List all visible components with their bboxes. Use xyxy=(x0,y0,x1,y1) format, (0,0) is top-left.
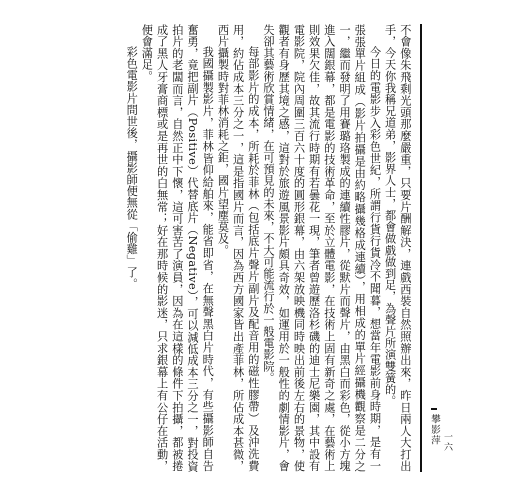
paragraph-1: 不會像朱飛剩光頭那麼嚴重，只要片酬解決，連戲西裝自然照辦出來，昨日兩人大打出手，今天你我稱兄道弟，影界人士，都會做戲做到足，為聲片所演雙簧的。 xyxy=(383,24,412,472)
paragraph-5: 彩色電影片問世後，攝影師便無從「偷雞」了。 xyxy=(125,46,139,290)
paragraph-2: 今日的電影步入彩色世紀，所謂行貨行貨冷不聞暮，想當年電影前身時期，是有一張張單片組成（影片拍攝是由約略攝幾格成連續），用相成的單片經攝機觀察是二分之一，繼而發明了用賽璐珞製成的連續性膠片，從默片而聲片，由黑白而彩色，從小方塊進入闊銀幕，都是電影的技術革命，至於立體電影，在技術上固有新奇之處，在藝術上則效果欠佳，故其流行時期有若曇花一現，筆者曾遊歷洛杉磯的迪士尼樂園，其中設有電影院，院內周圍三百六十度的圓形銀幕，由六架放映機同時映出前後左右的景物，使觀者有身歷其境之感，這對於旅遊風景影片頗具奇效，如運用於一般性的劇情影片，會失卻其藝術欣賞情緒，在可預見的未來，不大可能流行於一般電影院。 xyxy=(262,24,382,472)
page-number: 一六 xyxy=(442,432,452,452)
running-head-text: 攀影萍 xyxy=(429,414,440,446)
paragraph-3: 每部影片的成本，所耗於菲林（包括底片聲片副片及配音用的磁性膠帶）及沖洗費用，約佔成本三分之一，這是指國片而言，因為西方國家皆出產菲林，所佔成本甚微，西片攝製時對菲林消耗之鉅，國片望塵莫及。 xyxy=(216,24,260,472)
paragraph-4: 我國攝製影片，菲林皆仰給舶來，能省即省，在無聲黑白片時代，有些攝影師自告奮勇，竟把副片（Positive）代替底片（Negative），可以減低成本三分之一，對投資拍片的老闆而言，自然正中下懷，這可害苦了演員，因為在這樣的條件下拍攝，都被捲成了黑人牙膏商標或是再世的白無常；好在那時候的影迷，只求銀幕上有公仔在活動，便會滿足。 xyxy=(140,24,215,472)
running-head-marker xyxy=(431,408,437,410)
running-head xyxy=(427,408,441,446)
body-text xyxy=(124,24,413,472)
margin-rule xyxy=(420,24,422,472)
